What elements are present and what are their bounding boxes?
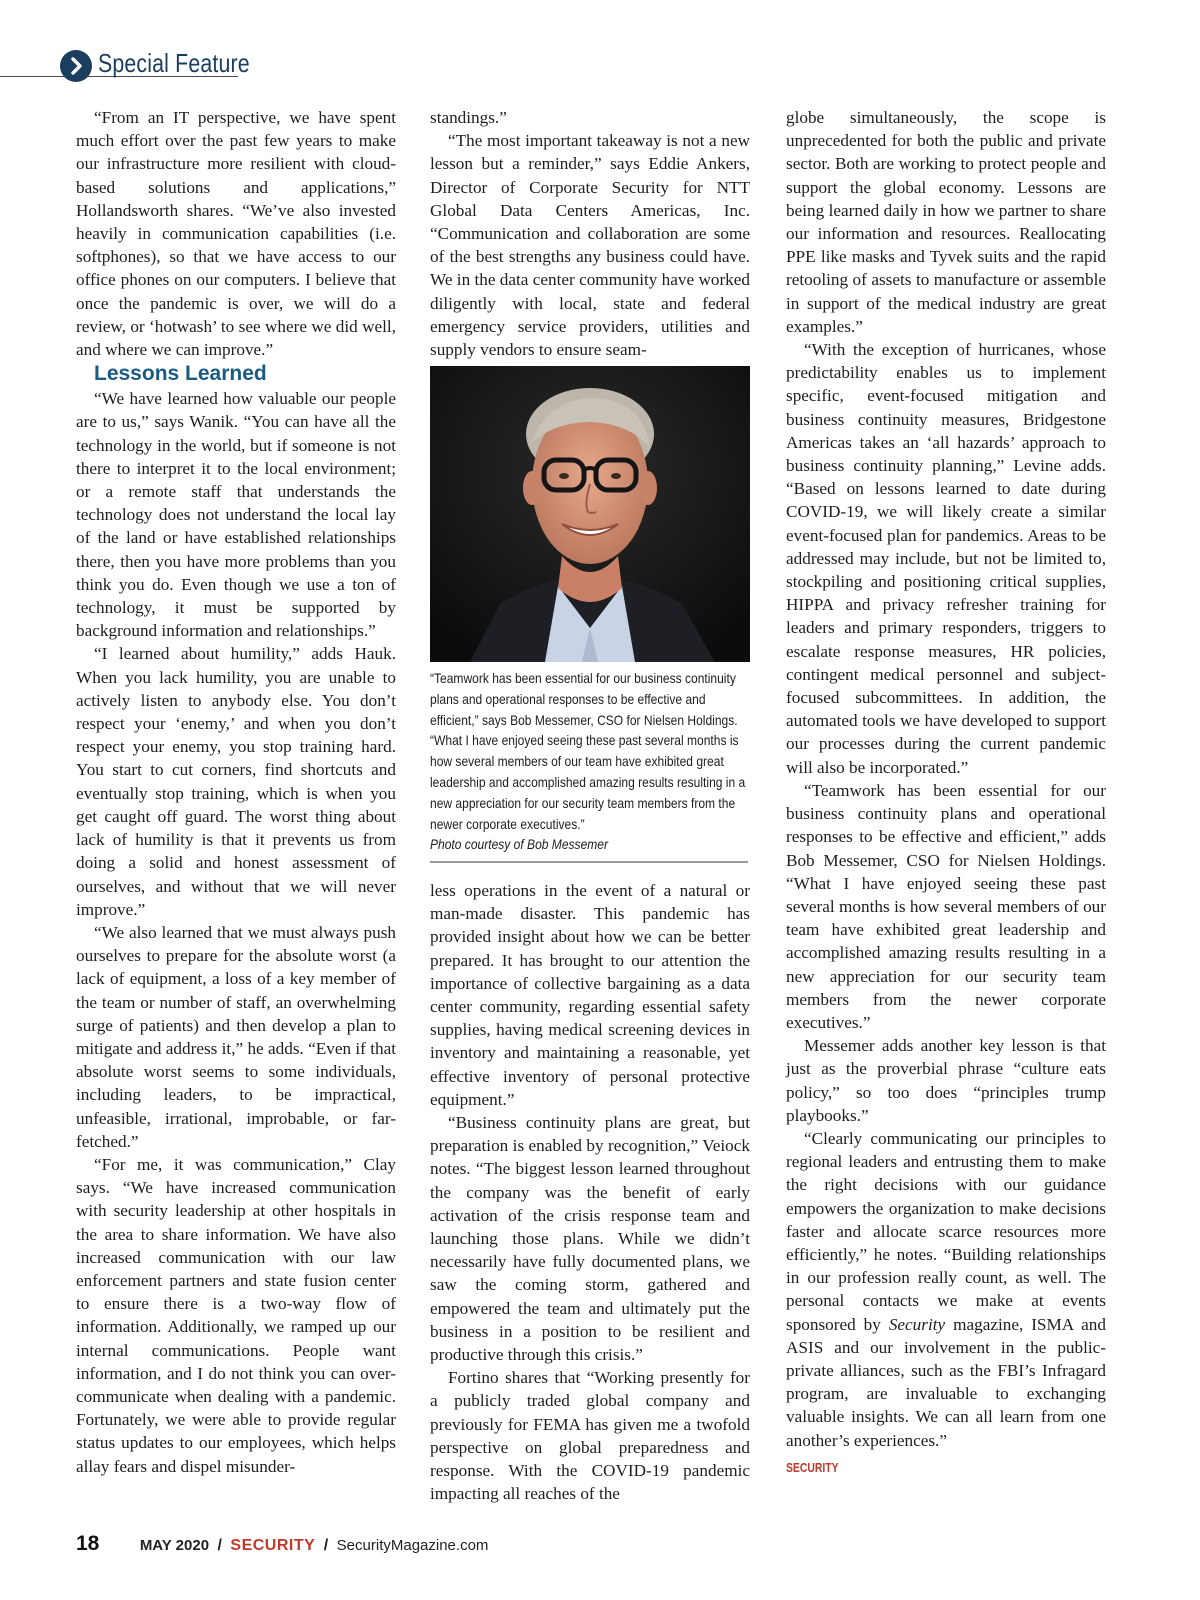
- paragraph: “I learned about humility,” adds Hauk. When you lack humility, you are unable to actively listen to anybody else. You don’t respect your ‘enemy,’ and when you don’t respect your enemy, you stop training hard. You start to cut corners, find shortcuts and eventually stop training, which is when you get caught off guard. The worst thing about lack of humility is that it prevents us from doing a solid and honest assessment of ourselves, and without that we will never improve.”: [76, 644, 396, 919]
- section-title: Special Feature: [98, 48, 250, 78]
- caption-text: “Teamwork has been essential for our business continuity plans and operational responses to be effective and efficient,” says Bob Messemer, CSO for Nielsen Holdings. “What I have enjoyed seeing these past several months is how several members of our team have exhibited great leadership and accomplished amazing results resulting in a new appreciation for our security team members from the newer corporate executives.”: [430, 670, 746, 832]
- paragraph: “With the exception of hurricanes, whose predictability enables us to implement specific, event-focused mitigation and business continuity measures, Bridgestone Americas takes an ‘all hazards’ approach to business continuity planning,” Levine adds. “Based on lessons learned to date during COVID-19, we will likely create a similar event-focused plan for pandemics. Areas to be addressed may include, but not be limited to, stockpiling and positioning critical supplies, HIPPA and privacy refresher training for leaders and primary responders, triggers to escalate response measures, HR policies, contingent medical personnel and subject-focused subcommittees. In addition, the automated tools we have developed to support our processes during the current pandemic will also be incorporated.”: [786, 340, 1106, 777]
- paragraph: “For me, it was communication,” Clay says. “We have increased communication with security leadership at other hospitals in the area to share information. We have also increased communication with our law enforcement partners and state fusion center to ensure there is a two-way flow of information. Additionally, we ramped up our internal communications. People want information, and I do not think you can over-communicate when dealing with a pandemic. Fortunately, we were able to provide regular status updates to our employees, which helps allay fears and dispel misunder-: [76, 1154, 396, 1476]
- portrait-illustration: [430, 366, 750, 662]
- magazine-name: Security: [888, 1314, 946, 1334]
- footer-separator: /: [323, 1537, 329, 1554]
- caption-divider: [430, 861, 748, 863]
- photo-caption: [430, 668, 748, 855]
- paragraph: Fortino shares that “Working presently for a publicly traded global company and previously for FEMA has given me a twofold perspective on global preparedness and response. With the COVID-19 pandemic impacting all reaches of the: [430, 1368, 750, 1504]
- subheading-lessons-learned: Lessons Learned: [94, 362, 267, 386]
- paragraph: Messemer adds another key lesson is that just as the proverbial phrase “culture eats policy,” so too does “principles trump playbooks.”: [786, 1036, 1106, 1125]
- paragraph: less operations in the event of a natural or man-made disaster. This pandemic has provided insight about how we can be better prepared. It has brought to our attention the importance of collective bargaining as a data center community, regarding essential safety supplies, having medical screening devices in inventory and maintaining a reasonable, yet effective inventory of personal protective equipment.”: [430, 881, 750, 1109]
- paragraph: [786, 1127, 1106, 1452]
- portrait-photo: [430, 366, 750, 662]
- paragraph: “The most important takeaway is not a new lesson but a reminder,” says Eddie Ankers, Director of Corporate Security for NTT Global Data Centers Americas, Inc. “Communication and collaboration are some of the best strengths any business could have. We in the data center community have worked diligently with local, state and federal emergency service providers, utilities and supply vendors to ensure seam-: [430, 131, 750, 360]
- paragraph-part: magazine, ISMA and ASIS and our involvement in the public-private alliances, such as the FBI’s Infragard program, are invaluable to exchanging valuable insights. We can all learn from one another’s experiences.”: [786, 1314, 1106, 1450]
- article-column-2-bottom: [430, 879, 750, 1505]
- magazine-brand: SECURITY: [230, 1537, 316, 1554]
- footer-separator: /: [217, 1537, 222, 1554]
- issue-date: MAY 2020: [139, 1537, 210, 1554]
- paragraph: “Business continuity plans are great, but preparation is enabled by recognition,” Veiock notes. “The biggest lesson learned throughout the company was the benefit of early activation of the crisis response team and launching those plans. While we didn’t necessarily have fully documented plans, we saw the coming storm, gathered and empowered the team and ultimately put the business in a position to be resilient and productive through this crisis.”: [430, 1113, 750, 1365]
- paragraph: “We have learned how valuable our people are to us,” says Wanik. “You can have all the technology in the world, but if someone is not there to interpret it to the local environment; or a remote staff that understands the technology does not understand the local lay of the land or have established relationships there, then you have more problems than you think you do. Even though we use a ton of technology, it must be supported by background information and relationships.”: [76, 389, 396, 641]
- end-of-article-mark: SECURITY: [786, 1459, 839, 1475]
- paragraph: globe simultaneously, the scope is unprecedented for both the public and private sector. Both are working to protect people and support the global economy. Lessons are being learned daily in how we partner to share our information and resources. Reallocating PPE like masks and Tyvek suits and the rapid retooling of assets to manufacture or assemble in support of the medical industry are great examples.”: [786, 108, 1106, 336]
- page-footer: [76, 1532, 488, 1560]
- paragraph: “From an IT perspective, we have spent much effort over the past few years to make our infrastructure more resilient with cloud-based solutions and applications,” Hollandsworth shares. “We’ve also invested heavily in communication capabilities (i.e. softphones), so that we have access to our office phones on our computers. I believe that once the pandemic is over, we will do a review, or ‘hotwash’ to see where we did well, and where we can improve.”: [76, 108, 396, 360]
- section-header: [0, 48, 250, 84]
- paragraph: “We also learned that we must always push ourselves to prepare for the absolute worst (a lack of equipment, a loss of a key member of the team or number of staff, an overwhelming surge of patients) and then develop a plan to mitigate and address it,” he adds. “Even if that absolute worst seems to some individuals, including leaders, to be impractical, unfeasible, irrational, improbable, or far-fetched.”: [76, 922, 396, 1151]
- chevron-right-icon: [60, 50, 92, 82]
- magazine-url: SecurityMagazine.com: [336, 1537, 489, 1554]
- paragraph: standings.”: [430, 108, 507, 127]
- article-column-3: [786, 106, 1106, 1479]
- page-number: 18: [76, 1532, 100, 1555]
- paragraph-part: “Clearly communicating our principles to regional leaders and entrusting them to make the right decisions with our guidance empowers the organization to make decisions faster and allocate scarce resources more efficiently,” he notes. “Building relationships in our profession really count, as well. The personal contacts we make at events sponsored by: [786, 1128, 1106, 1334]
- paragraph: “Teamwork has been essential for our business continuity plans and operational responses to be effective and efficient,” adds Bob Messemer, CSO for Nielsen Holdings. “What I have enjoyed seeing these past several months is how several members of our team have exhibited great leadership and accomplished amazing results resulting in a new appreciation for our security team members from the newer corporate executives.”: [786, 780, 1106, 1032]
- article-column-1: [76, 106, 396, 1478]
- photo-credit: Photo courtesy of Bob Messemer: [430, 836, 609, 853]
- article-column-2-top: [430, 106, 750, 361]
